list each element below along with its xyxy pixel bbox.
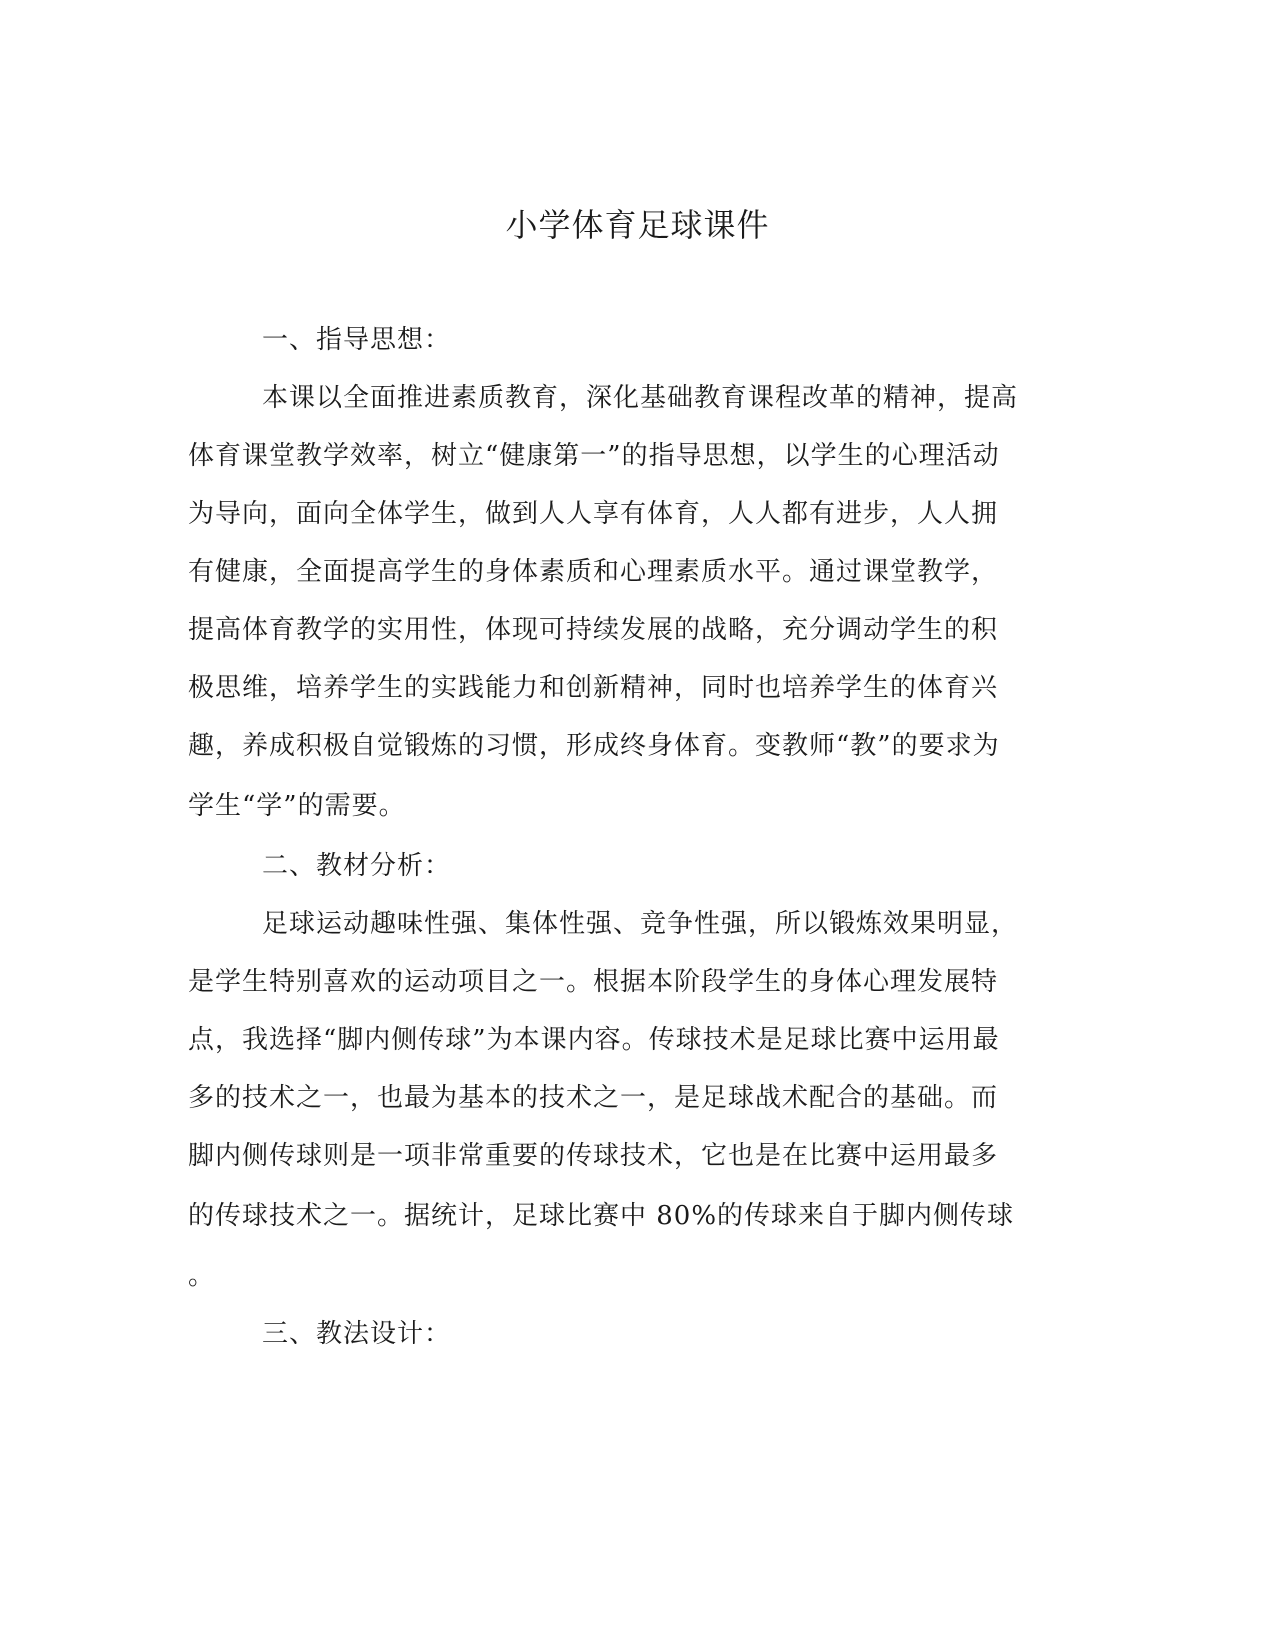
- section-2-line-5: 脚内侧传球则是一项非常重要的传球技术，它也是在比赛中运用最多: [188, 1141, 999, 1171]
- section-1-line-4: 有健康，全面提高学生的身体素质和心理素质水平。通过课堂教学，: [188, 557, 999, 587]
- section-2-line-1: 足球运动趣味性强、集体性强、竞争性强，所以锻炼效果明显，: [262, 909, 1019, 939]
- section-1-line-7: 趣，养成积极自觉锻炼的习惯，形成终身体育。变教师“教”的要求为: [188, 731, 1000, 761]
- section-2-line-4: 多的技术之一，也最为基本的技术之一，是足球战术配合的基础。而: [188, 1083, 999, 1113]
- section-1-line-6: 极思维，培养学生的实践能力和创新精神，同时也培养学生的体育兴: [188, 673, 999, 703]
- section-2-line-7: 。: [188, 1261, 216, 1291]
- section-2-line-6: 的传球技术之一。据统计，足球比赛中 80%的传球来自于脚内侧传球: [188, 1201, 1015, 1231]
- page-title: 小学体育足球课件: [505, 206, 770, 244]
- section-3-heading: 三、教法设计：: [262, 1319, 452, 1349]
- section-2-line-3: 点，我选择“脚内侧传球”为本课内容。传球技术是足球比赛中运用最: [188, 1025, 1000, 1055]
- section-1-line-1: 本课以全面推进素质教育，深化基础教育课程改革的精神，提高: [262, 383, 1019, 413]
- section-1-line-8: 学生“学”的需要。: [188, 791, 406, 821]
- section-1-line-3: 为导向，面向全体学生，做到人人享有体育，人人都有进步，人人拥: [188, 499, 999, 529]
- section-2-heading: 二、教材分析：: [262, 851, 452, 881]
- section-1-line-2: 体育课堂教学效率，树立“健康第一”的指导思想，以学生的心理活动: [188, 441, 1000, 471]
- section-1-heading: 一、指导思想：: [262, 325, 452, 355]
- section-2-line-2: 是学生特别喜欢的运动项目之一。根据本阶段学生的身体心理发展特: [188, 967, 999, 997]
- section-1-line-5: 提高体育教学的实用性，体现可持续发展的战略，充分调动学生的积: [188, 615, 999, 645]
